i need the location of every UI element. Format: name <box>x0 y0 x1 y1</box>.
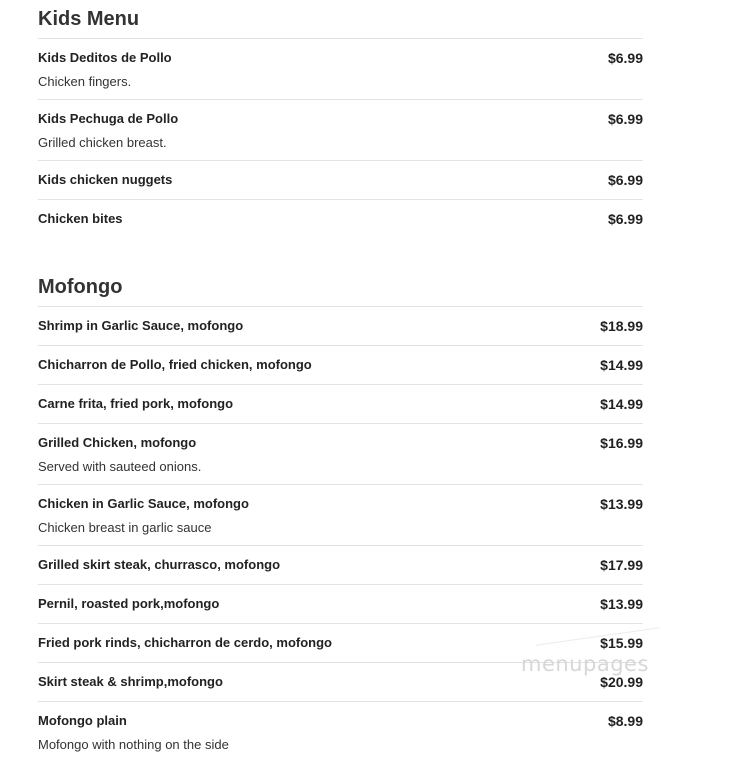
item-description: Served with sauteed onions. <box>38 459 202 474</box>
item-name: Pernil, roasted pork,mofongo <box>38 596 220 611</box>
item-name: Chicken bites <box>38 211 123 226</box>
menu-item[interactable] <box>38 161 643 200</box>
item-name: Chicharron de Pollo, fried chicken, mofongo <box>38 357 312 372</box>
item-description: Chicken fingers. <box>38 74 132 89</box>
menu-item[interactable] <box>38 385 643 424</box>
menu-item[interactable] <box>38 200 643 238</box>
item-price: $8.99 <box>607 713 643 729</box>
item-name: Kids Deditos de Pollo <box>38 50 172 65</box>
item-name: Grilled skirt steak, churrasco, mofongo <box>38 557 281 572</box>
section-title-kids-menu: Kids Menu <box>38 0 643 39</box>
section-title-mofongo: Mofongo <box>38 256 643 307</box>
menu-item[interactable] <box>38 485 643 546</box>
item-price: $14.99 <box>600 357 643 373</box>
item-price: $18.99 <box>600 318 643 334</box>
item-description: Mofongo with nothing on the side <box>38 737 229 752</box>
item-description: Grilled chicken breast. <box>38 135 167 150</box>
item-price: $6.99 <box>607 172 643 188</box>
item-price: $13.99 <box>600 596 643 612</box>
item-price: $16.99 <box>600 435 643 451</box>
item-price: $15.99 <box>600 635 643 651</box>
menu-item[interactable] <box>38 100 643 161</box>
item-price: $13.99 <box>600 496 643 512</box>
item-name: Grilled Chicken, mofongo <box>38 435 197 450</box>
item-name: Shrimp in Garlic Sauce, mofongo <box>38 318 244 333</box>
item-price: $14.99 <box>600 396 643 412</box>
item-price: $20.99 <box>600 674 643 690</box>
item-name: Chicken in Garlic Sauce, mofongo <box>38 496 249 511</box>
item-name: Carne frita, fried pork, mofongo <box>38 396 234 411</box>
item-price: $6.99 <box>607 211 643 227</box>
item-price: $6.99 <box>607 111 643 127</box>
item-price: $17.99 <box>600 557 643 573</box>
menu-item[interactable] <box>38 39 643 100</box>
menu-item[interactable] <box>38 346 643 385</box>
menu-item[interactable] <box>38 546 643 585</box>
menu-item[interactable] <box>38 424 643 485</box>
item-name: Mofongo plain <box>38 713 127 728</box>
menu <box>38 0 643 762</box>
menupages-watermark: menupages <box>521 652 649 676</box>
menu-item[interactable] <box>38 585 643 624</box>
item-name: Skirt steak & shrimp,mofongo <box>38 674 223 689</box>
menu-item[interactable] <box>38 307 643 346</box>
item-name: Fried pork rinds, chicharron de cerdo, mofongo <box>38 635 332 650</box>
item-name: Kids Pechuga de Pollo <box>38 111 179 126</box>
menu-item[interactable] <box>38 702 643 762</box>
item-price: $6.99 <box>607 50 643 66</box>
item-description: Chicken breast in garlic sauce <box>38 520 212 535</box>
item-name: Kids chicken nuggets <box>38 172 173 187</box>
